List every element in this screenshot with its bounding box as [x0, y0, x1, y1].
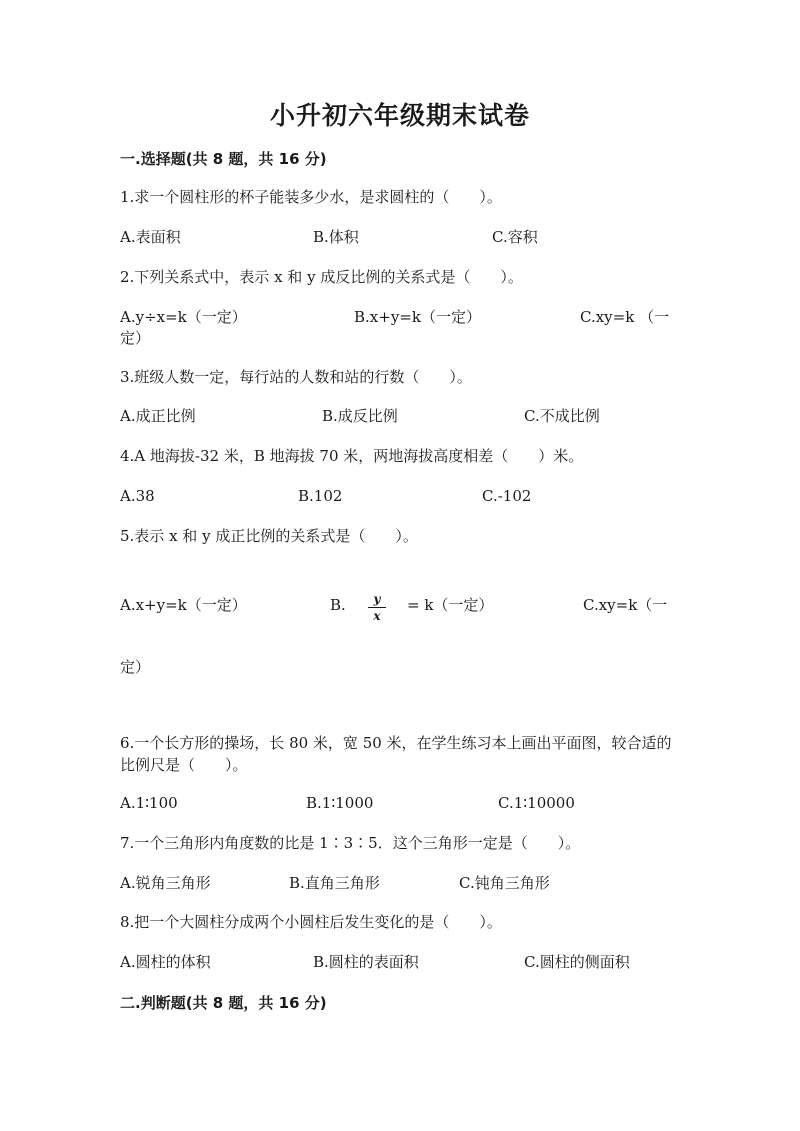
- q4-option-c: C.-102: [482, 487, 532, 505]
- q3-option-c: C.不成比例: [524, 407, 600, 425]
- question-7: 7.一个三角形内角度数的比是 1∶3∶5．这个三角形一定是（ ）。: [120, 834, 581, 852]
- q7-option-b: B.直角三角形: [289, 874, 380, 892]
- q5-option-c: C.xy=k（一: [583, 596, 668, 614]
- q2-option-a: A.y÷x=k（一定）: [120, 308, 247, 326]
- section-heading-choice: 一.选择题(共 8 题，共 16 分): [120, 150, 327, 168]
- q2-option-c-wrap: 定）: [120, 329, 151, 347]
- q5-option-a: A.x+y=k（一定）: [120, 596, 247, 614]
- question-5: 5.表示 x 和 y 成正比例的关系式是（ ）。: [120, 527, 418, 545]
- fraction-bar: [368, 607, 386, 608]
- q2-option-c: C.xy=k （一: [580, 308, 670, 326]
- q3-option-b: B.成反比例: [322, 407, 398, 425]
- q7-option-c: C.钝角三角形: [459, 874, 550, 892]
- q3-option-a: A.成正比例: [120, 407, 196, 425]
- q6-option-c: C.1∶10000: [498, 794, 575, 812]
- q1-option-a: A.表面积: [120, 228, 181, 246]
- q1-option-c: C.容积: [492, 228, 538, 246]
- q1-option-b: B.体积: [313, 228, 359, 246]
- q4-option-b: B.102: [298, 487, 343, 505]
- q5-option-b-rest: = k（一定）: [407, 596, 494, 614]
- q5-option-b: B.: [330, 596, 346, 614]
- question-1: 1.求一个圆柱形的杯子能装多少水，是求圆柱的（ ）。: [120, 188, 502, 206]
- question-3: 3.班级人数一定，每行站的人数和站的行数（ ）。: [120, 368, 472, 386]
- q6-option-a: A.1∶100: [120, 794, 178, 812]
- fraction-numerator: y: [373, 592, 381, 606]
- page-title: 小升初六年级期末试卷: [269, 101, 530, 130]
- question-6: 6.一个长方形的操场，长 80 米，宽 50 米，在学生练习本上画出平面图，较合适的比例尺是（ ）。: [120, 734, 672, 774]
- q8-option-b: B.圆柱的表面积: [313, 953, 419, 971]
- q2-option-b: B.x+y=k（一定）: [354, 308, 481, 326]
- q8-option-c: C.圆柱的侧面积: [524, 953, 630, 971]
- q4-option-a: A.38: [120, 487, 155, 505]
- question-2: 2.下列关系式中，表示 x 和 y 成反比例的关系式是（ ）。: [120, 268, 523, 286]
- q8-option-a: A.圆柱的体积: [120, 953, 211, 971]
- question-4: 4.A 地海拔-32 米，B 地海拔 70 米，两地海拔高度相差（ ）米。: [120, 447, 584, 465]
- section-heading-judgement: 二.判断题(共 8 题，共 16 分): [120, 994, 327, 1012]
- q5-fraction-y-over-x: [366, 592, 388, 623]
- question-8: 8.把一个大圆柱分成两个小圆柱后发生变化的是（ ）。: [120, 913, 502, 931]
- q6-option-b: B.1∶1000: [306, 794, 374, 812]
- q7-option-a: A.锐角三角形: [120, 874, 211, 892]
- fraction-denominator: x: [373, 609, 381, 623]
- q5-option-c-wrap: 定）: [120, 658, 151, 676]
